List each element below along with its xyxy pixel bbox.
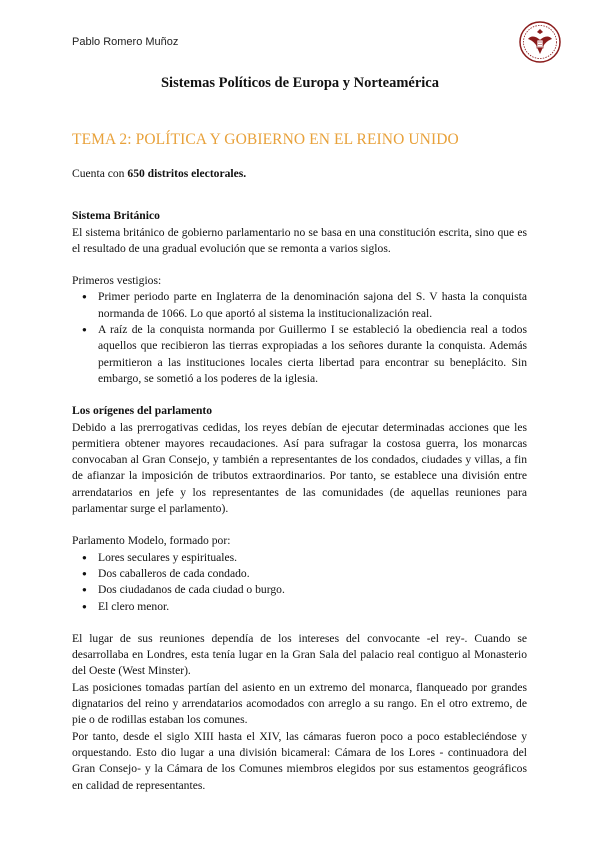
vestigios-label: Primeros vestigios: xyxy=(72,274,162,288)
sistema-heading: Sistema Británico xyxy=(72,209,160,223)
sistema-paragraph: El sistema británico de gobierno parlamentario no se basa en una constitución escrita, sino que es el resultado de una gradual evolución que se remonta a varios siglos. xyxy=(72,225,527,255)
list-item: ● Dos ciudadanos de cada ciudad o burgo. xyxy=(98,582,527,598)
intro-prefix: Cuenta con xyxy=(72,167,128,180)
intro-bold: 650 distritos electorales. xyxy=(127,167,247,180)
document-title: Sistemas Políticos de Europa y Norteamérica xyxy=(160,75,439,91)
section-title: TEMA 2: POLÍTICA Y GOBIERNO EN EL REINO UNIDO xyxy=(72,131,459,148)
closing-paragraph: Por tanto, desde el siglo XIII hasta el XIV, las cámaras fueron poco a poco estableciéndose y orquestando. Esto dio lugar a una división bicameral: Cámara de los Lores - continuadora del Gran Consejo- y la Cámara de los Comunes miembros elegidos por sus estamentos geográficos en calidad de representantes. xyxy=(72,729,527,792)
document-body xyxy=(72,166,527,794)
list-item: ● Lores seculares y espirituales. xyxy=(98,550,527,566)
closing-paragraph: El lugar de sus reuniones dependía de los intereses del convocante -el rey-. Cuando se desarrollaba en Londres, esta tenía lugar en la Gran Sala del palacio real contiguo al Monasterio del Oeste (West Minster). xyxy=(72,631,527,678)
modelo-label: Parlamento Modelo, formado por: xyxy=(72,534,231,548)
vestigios-list xyxy=(72,289,527,387)
list-item: ● El clero menor. xyxy=(98,599,527,615)
list-item: ● Dos caballeros de cada condado. xyxy=(98,566,527,582)
modelo-list xyxy=(72,550,527,615)
origenes-heading: Los orígenes del parlamento xyxy=(72,404,213,418)
origenes-paragraph: Debido a las prerrogativas cedidas, los reyes debían de ejecutar determinadas acciones que les permitiera obtener mayores recaudaciones. Así para sufragar la costosa guerra, los monarcas convocaban al Gran Consejo, y también a representantes de los condados, ciudades y villas, a fin de afianzar la imposición de tributos extraordinarios. Por tanto, se establece una división entre arrendatarios en jefe y los representantes de las comunidades (de aquellas reuniones para parlamentar surge el parlamento). xyxy=(72,420,527,516)
list-item: ● Primer periodo parte en Inglaterra de la denominación sajona del S. V hasta la conquista normanda de 1066. Lo que aportó al sistema la institucionalización real. xyxy=(98,289,527,322)
university-crest-icon xyxy=(519,19,561,65)
closing-paragraph: Las posiciones tomadas partían del asiento en un extremo del monarca, flanqueado por grandes dignatarios del reino y arrendatarios acomodados con arreglo a su rango. En el otro extremo, de pie o de rodillas estaban los comunes. xyxy=(72,680,527,727)
list-item: ● A raíz de la conquista normanda por Guillermo I se estableció la obediencia real a todos aquellos que recibieron las tierras expropiadas a los señores durante la conquista. Además permitieron a las instituciones locales cierta libertad para encontrar su beneplácito. Sin embargo, se sometió a los poderes de la iglesia. xyxy=(98,322,527,387)
intro-paragraph xyxy=(72,166,527,182)
author-name: Pablo Romero Muñoz xyxy=(72,36,179,48)
